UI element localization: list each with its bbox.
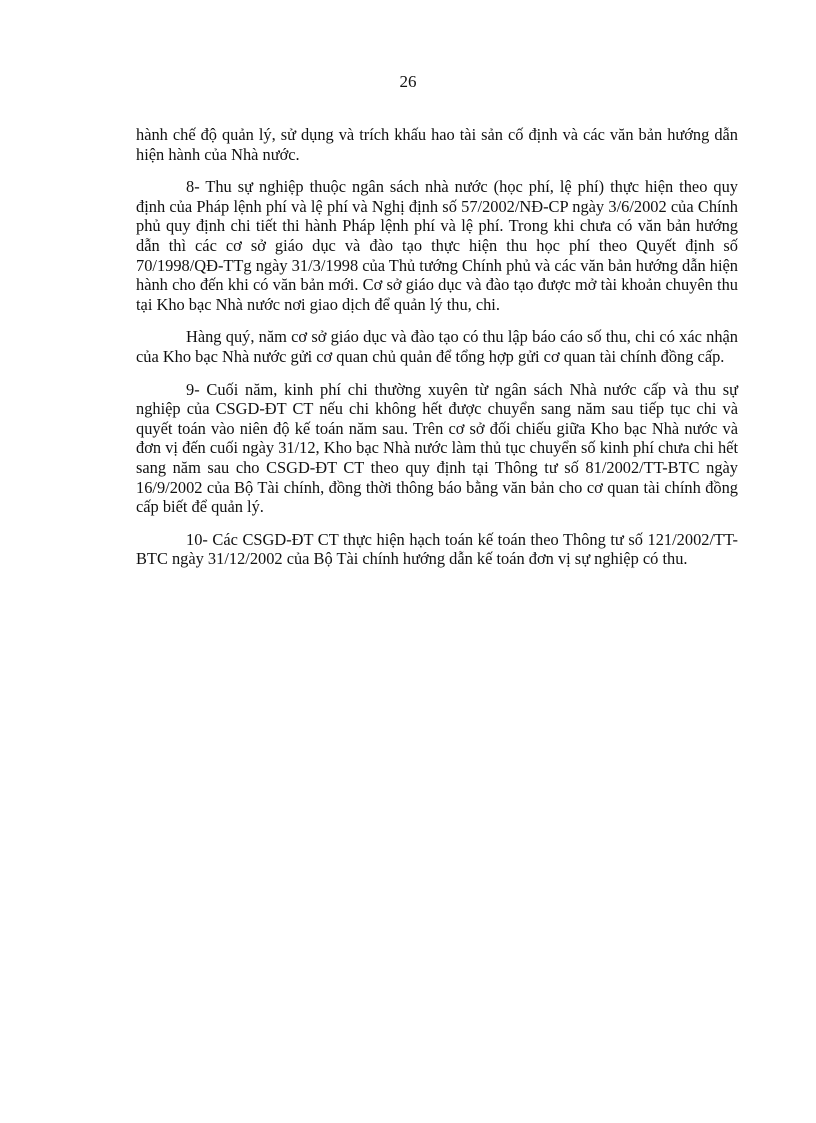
paragraph-item-8: 8- Thu sự nghiệp thuộc ngân sách nhà nước (học phí, lệ phí) thực hiện theo quy định của Pháp lệnh phí và lệ phí và Nghị định số 57/2002/NĐ-CP ngày 3/6/2002 của Chính phủ quy định chi tiết thi hành Pháp lệnh phí và lệ phí. Trong khi chưa có văn bản hướng dẫn thì các cơ sở giáo dục và đào tạo thực hiện thu học phí theo Quyết định số 70/1998/QĐ-TTg ngày 31/3/1998 của Thủ tướng Chính phủ và các văn bản hướng dẫn hiện hành cho đến khi có văn bản mới. Cơ sở giáo dục và đào tạo được mở tài khoản chuyên thu tại Kho bạc Nhà nước nơi giao dịch để quản lý thu, chi. — [136, 177, 738, 314]
paragraph-item-10: 10- Các CSGD-ĐT CT thực hiện hạch toán kế toán theo Thông tư số 121/2002/TT-BTC ngày 31/12/2002 của Bộ Tài chính hướng dẫn kế toán đơn vị sự nghiệp có thu. — [136, 529, 738, 569]
document-body — [136, 125, 738, 582]
paragraph-item-9: 9- Cuối năm, kinh phí chi thường xuyên từ ngân sách Nhà nước cấp và thu sự nghiệp của CSGD-ĐT CT nếu chi không hết được chuyển sang năm sau tiếp tục chi và quyết toán vào niên độ kế toán năm sau. Trên cơ sở đối chiếu giữa Kho bạc Nhà nước và đơn vị đến cuối ngày 31/12, Kho bạc Nhà nước làm thủ tục chuyển số kinh phí chưa chi hết sang năm sau cho CSGD-ĐT CT theo quy định tại Thông tư số 81/2002/TT-BTC ngày 16/9/2002 của Bộ Tài chính, đồng thời thông báo bằng văn bản cho cơ quan tài chính đồng cấp biết để quản lý. — [136, 379, 738, 517]
paragraph-quarterly-report: Hàng quý, năm cơ sở giáo dục và đào tạo có thu lập báo cáo số thu, chi có xác nhận của Kho bạc Nhà nước gửi cơ quan chủ quản để tổng hợp gửi cơ quan tài chính đồng cấp. — [136, 327, 738, 366]
page-number: 26 — [399, 72, 417, 91]
paragraph-continuation: hành chế độ quản lý, sử dụng và trích khấu hao tài sản cố định và các văn bản hướng dẫn hiện hành của Nhà nước. — [136, 125, 738, 164]
